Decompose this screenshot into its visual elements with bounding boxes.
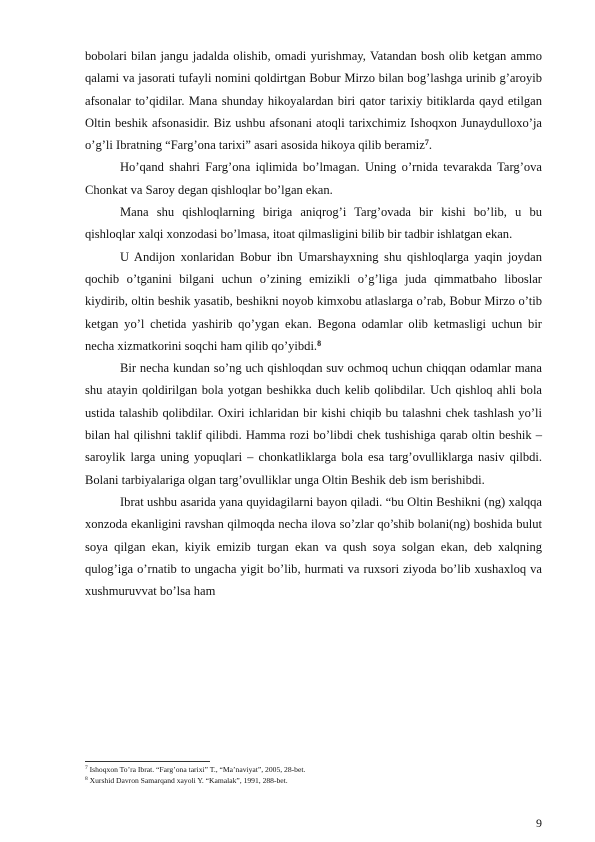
page-number: 9 xyxy=(536,816,542,830)
body-text xyxy=(85,45,542,602)
paragraph-6: Ibrat ushbu asarida yana quyidagilarni bayon qiladi. “bu Oltin Beshikni (ng) xalqqa xonzoda ekanligini ravshan qilmoqda necha ilova so’zlar qo’shib bolani(ng) boshida bulut soya qilgan ekan, kiyik emizib turgan ekan va qush soya solgan ekan, deb xalqning qulog’iga o’rnatib to ungacha yigit bo’lib, hurmati va ruxsori ziyoda bo’lib xushaxloq va xushmuruvvat bo’lsa ham xyxy=(85,494,542,599)
footnote-8 xyxy=(85,776,542,787)
paragraph-4-text: U Andijon xonlaridan Bobur ibn Umarshayxning shu qishloqlarga yaqin joydan qochib o’tganini bilgani uchun o’zining emizikli o’g’liga juda qimmatbaho liboslar kiydirib, oltin beshik yasatib, beshikni noyob kimxobu atlaslarga o’rab, Bobur Mirzo o’tib ketgan yo’l chetida yashirib qo’ygan ekan. Begona odamlar olib ketmasligi uchun bir necha xizmatkorini soqchi ham qilib qo’yibdi. xyxy=(85,249,542,353)
paragraph-1-end: . xyxy=(428,138,432,153)
footnote-ref-8[interactable]: 8 xyxy=(317,338,322,348)
footnote-divider xyxy=(85,761,210,762)
paragraph-4 xyxy=(85,246,542,357)
footnote-ref-7[interactable]: 7 xyxy=(424,138,429,148)
paragraph-2: Ho’qand shahri Farg’ona iqlimida bo’lmagan. Uning o’rnida tevarakda Targ’ova Chonkat va Saroy degan qishloqlar bo’lgan ekan. xyxy=(85,160,542,197)
footnote-8-text: Xurshid Davron Samarqand xayoli Y. “Kamalak”, 1991, 288-bet. xyxy=(87,775,288,785)
footnote-7-text: Ishoqxon To’ra Ibrat. “Farg’ona tarixi” T., “Ma’naviyat”, 2005, 28-bet. xyxy=(87,765,306,774)
paragraph-3: Mana shu qishloqlarning biriga aniqrog’i Targ’ovada bir kishi bo’lib, u bu qishloqlar xalqi xonzodasi bo’lmasa, itoat qilmasligini bilib bir tadbir ishlatgan ekan. xyxy=(85,205,542,242)
footnote-8-number: 8 xyxy=(85,775,88,782)
footnote-7 xyxy=(85,765,542,776)
paragraph-1-text: bobolari bilan jangu jadalda olishib, omadi yurishmay, Vatandan bosh olib ketgan ammo qalami va jasorati tufayli nomini qoldirtgan Bobur Mirzo bilan bog’lashga urinib g’aroyib afsonalar to’qidilar. Mana shunday hikoyalardan biri qator tarixiy bitiklarda qayd etilgan Oltin beshik afsonasidir. Biz ushbu afsonani atoqli tarixchimiz Ishoqxon Junaydulloxo’ja o’g’li Ibratning “Farg’ona tarixi” asari asosida hikoya qilib beramiz xyxy=(85,49,542,153)
footnotes xyxy=(85,765,542,786)
paragraph-5: Bir necha kundan so’ng uch qishloqdan suv ochmoq uchun chiqqan odamlar mana shu atayin qoldirilgan bola yotgan beshikka duch kelib qolibdilar. Uch qishloq ahli bola ustida talashib qolibdilar. Oxiri ichlaridan bir kishi chiqib bu talashni chek tashlash yo’li bilan hal qilishni taklif qilibdi. Hamma rozi bo’libdi chek tushishiga qarab oltin beshik –saroylik larga uning yopuqlari – chonkatliklarga bola esa targ’ovulliklarga nasiv qilbdi. Bolani tarbiyalariga olgan targ’ovulliklar unga Oltin Beshik deb ism berishibdi. xyxy=(85,361,542,487)
paragraph-1 xyxy=(85,45,542,156)
footnote-7-number: 7 xyxy=(85,765,88,771)
